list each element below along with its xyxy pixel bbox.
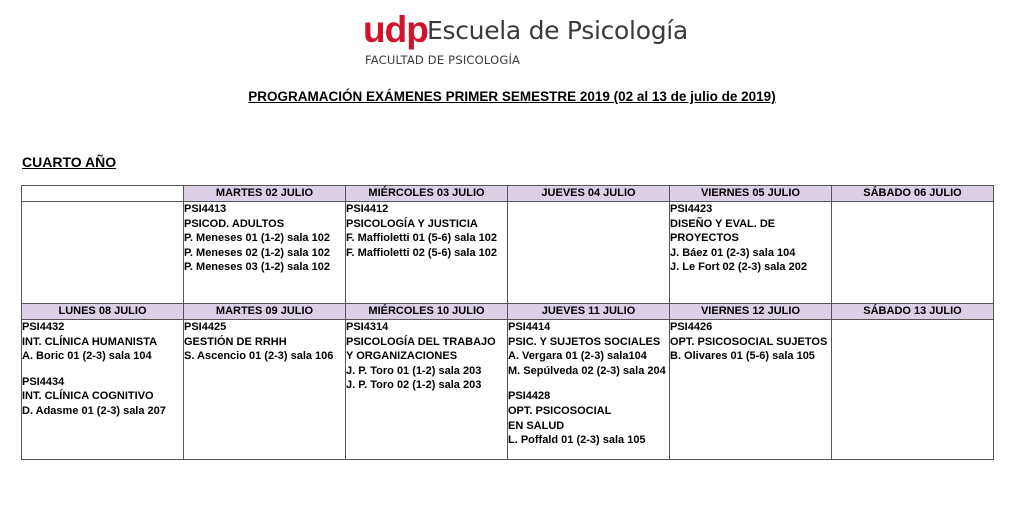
exam-detail-line: P. Meneses 02 (1-2) sala 102 xyxy=(184,246,330,259)
exam-entry xyxy=(184,320,345,364)
exam-detail-line: PROYECTOS xyxy=(670,232,739,245)
document-title: PROGRAMACIÓN EXÁMENES PRIMER SEMESTRE 2019 (02 al 13 de julio de 2019) xyxy=(248,89,776,104)
udp-logo xyxy=(363,6,703,66)
exam-detail-line: J. P. Toro 02 (1-2) sala 203 xyxy=(346,379,482,392)
exam-schedule-table xyxy=(21,185,994,460)
exam-detail-line: J. Le Fort 02 (2-3) sala 202 xyxy=(670,261,807,274)
exam-detail-line: M. Sepúlveda 02 (2-3) sala 204 xyxy=(508,364,666,377)
day-header: JUEVES 11 JULIO xyxy=(508,304,670,320)
day-header: VIERNES 05 JULIO xyxy=(670,186,832,202)
course-code: PSI4413 xyxy=(184,203,227,215)
exam-cell xyxy=(184,202,346,304)
exam-detail-line: PSICOLOGÍA Y JUSTICIA xyxy=(346,217,478,230)
course-code: PSI4412 xyxy=(346,203,389,215)
logo-faculty-name: FACULTAD DE PSICOLOGÍA xyxy=(365,53,521,67)
day-header: MIÉRCOLES 10 JULIO xyxy=(346,304,508,320)
exam-cell xyxy=(184,320,346,460)
exam-cell xyxy=(346,202,508,304)
exam-detail-line: OPT. PSICOSOCIAL SUJETOS xyxy=(670,335,828,348)
exam-detail-line: INT. CLÍNICA COGNITIVO xyxy=(22,390,154,403)
exam-entry xyxy=(508,320,669,378)
exam-cell xyxy=(508,202,670,304)
course-code: PSI4426 xyxy=(670,321,713,333)
week1-header-row xyxy=(22,186,994,202)
section-title: CUARTO AÑO xyxy=(22,154,117,170)
exam-cell xyxy=(832,202,994,304)
exam-detail-line: PSICOLOGÍA DEL TRABAJO xyxy=(346,335,496,348)
course-code: PSI4428 xyxy=(508,390,551,403)
week2-header-row xyxy=(22,304,994,320)
exam-cell xyxy=(22,202,184,304)
exam-cell xyxy=(670,320,832,460)
exam-detail-line: B. Olivares 01 (5-6) sala 105 xyxy=(670,350,815,363)
course-code: PSI4423 xyxy=(670,203,713,215)
exam-detail-line: GESTIÓN DE RRHH xyxy=(184,335,287,348)
exam-detail-line: OPT. PSICOSOCIAL xyxy=(508,404,612,417)
exam-detail-line: F. Maffioletti 01 (5-6) sala 102 xyxy=(346,232,497,245)
exam-entry xyxy=(670,202,831,275)
exam-entry xyxy=(346,320,507,393)
course-code: PSI4434 xyxy=(22,375,65,388)
exam-detail-line: J. Báez 01 (2-3) sala 104 xyxy=(670,246,796,259)
exam-entry xyxy=(508,389,669,447)
exam-detail-line: DISEÑO Y EVAL. DE xyxy=(670,217,776,230)
course-code: PSI4425 xyxy=(184,321,227,333)
week1-header-empty xyxy=(22,186,184,202)
day-header: LUNES 08 JULIO xyxy=(22,304,184,320)
day-header: MARTES 09 JULIO xyxy=(184,304,346,320)
day-header: MARTES 02 JULIO xyxy=(184,186,346,202)
exam-detail-line: S. Ascencio 01 (2-3) sala 106 xyxy=(184,350,334,363)
day-header: SÁBADO 06 JULIO xyxy=(832,186,994,202)
exam-detail-line: P. Meneses 01 (1-2) sala 102 xyxy=(184,232,330,245)
day-header: MIÉRCOLES 03 JULIO xyxy=(346,186,508,202)
exam-detail-line: Y ORGANIZACIONES xyxy=(346,350,458,363)
exam-detail-line: F. Maffioletti 02 (5-6) sala 102 xyxy=(346,246,497,259)
exam-detail-line: PSICOD. ADULTOS xyxy=(184,217,285,230)
exam-cell xyxy=(670,202,832,304)
exam-cell xyxy=(22,320,184,460)
exam-entry xyxy=(184,202,345,275)
exam-cell xyxy=(346,320,508,460)
exam-entry xyxy=(346,202,507,260)
day-header: SÁBADO 13 JULIO xyxy=(832,304,994,320)
week2-exams-row xyxy=(22,320,994,460)
exam-entry xyxy=(22,320,183,364)
exam-entry xyxy=(670,320,831,364)
exam-detail-line: J. P. Toro 01 (1-2) sala 203 xyxy=(346,364,482,377)
exam-cell xyxy=(832,320,994,460)
exam-detail-line: A. Boric 01 (2-3) sala 104 xyxy=(22,350,152,363)
exam-detail-line: EN SALUD xyxy=(508,419,565,432)
logo-school-name: Escuela de Psicología xyxy=(427,16,688,45)
course-code: PSI4314 xyxy=(346,321,389,333)
course-code: PSI4432 xyxy=(22,321,65,333)
week1-exams-row xyxy=(22,202,994,304)
exam-entry xyxy=(22,375,183,419)
exam-detail-line: D. Adasme 01 (2-3) sala 207 xyxy=(22,404,166,417)
exam-detail-line: P. Meneses 03 (1-2) sala 102 xyxy=(184,261,330,274)
course-code: PSI4414 xyxy=(508,321,551,333)
exam-cell xyxy=(508,320,670,460)
logo-brand: udp xyxy=(363,9,428,50)
day-header: JUEVES 04 JULIO xyxy=(508,186,670,202)
exam-detail-line: A. Vergara 01 (2-3) sala104 xyxy=(508,350,647,363)
exam-detail-line: PSIC. Y SUJETOS SOCIALES xyxy=(508,335,661,348)
day-header: VIERNES 12 JULIO xyxy=(670,304,832,320)
exam-detail-line: INT. CLÍNICA HUMANISTA xyxy=(22,335,158,348)
exam-detail-line: L. Poffald 01 (2-3) sala 105 xyxy=(508,434,646,447)
